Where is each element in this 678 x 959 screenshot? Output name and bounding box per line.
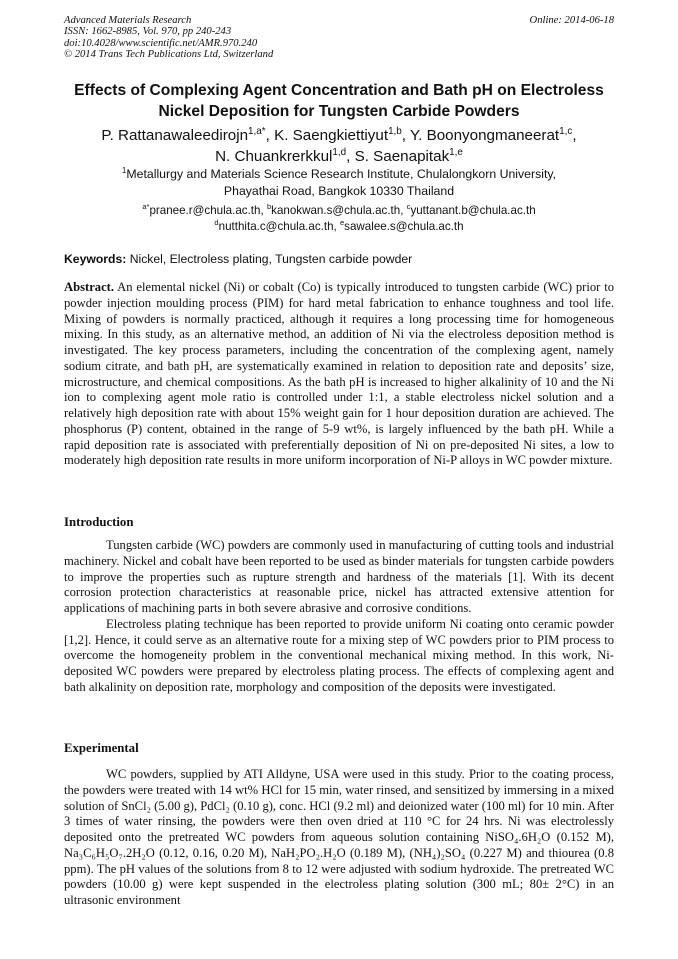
paragraph: Electroless plating technique has been reported to provide uniform Ni coating onto ceramic powder [1,2]. Hence, it could serve as an alternative route for a mixing step of WC powders prior to PIM process to overcome the homogeneity problem in the conventional mechanical mixing method. In this work, Ni-deposited WC powders were prepared by electroless plating process. The effects of complexing agent and bath alkalinity on deposition rate, morphology and composition of the deposits were investigated. [64,616,614,694]
journal-header [64,15,614,60]
paper-title [40,80,638,122]
author-sup: 1,e [449,146,463,158]
sep: , [346,148,355,165]
keywords-label: Keywords: [64,252,127,266]
section-heading-experimental: Experimental [64,741,139,755]
introduction-body [64,538,614,696]
keywords-text: Nickel, Electroless plating, Tungsten carbide powder [126,252,413,266]
email-link[interactable]: pranee.r@chula.ac.th [149,204,261,217]
title-line: Nickel Deposition for Tungsten Carbide Powders [158,103,520,120]
email-link[interactable]: yuttanant.b@chula.ac.th [410,204,536,217]
affil-line: Metallurgy and Materials Science Research Institute, Chulalongkorn University, [126,167,557,181]
issn: ISSN: 1662-8985, Vol. 970, pp 240-243 [64,26,232,38]
email-link[interactable]: kanokwan.s@chula.ac.th [271,204,401,217]
paragraph: WC powders, supplied by ATI Alldyne, USA were used in this study. Prior to the coating process, the powders were treated with 14 wt% HCl for 15 min, water rinsed, and sensitized by immersing in a mixed solution of SnCl₂ (5.00 g), PdCl₂ (0.10 g), conc. HCl (9.2 ml) and deionized water (100 ml) for 10 min. After 3 times of water rinsing, the powders were then oven dried at 110 °C for 24 hrs. Ni was electrolessly deposited onto the pretreated WC powders from aqueous solution containing NiSO₄.6H₂O (0.152 M), Na₃C₆H₅O₇.2H₂O (0.12, 0.16, 0.20 M), NaH₂PO₂.H₂O (0.189 M), (NH₄)₂SO₄ (0.227 M) and thiourea (0.8 ppm). The pH values of the solutions from 8 to 12 were adjusted with sodium hydroxide. The pretreated WC powders (10.00 g) were kept suspended in the electroless plating solution (300 mL; 80± 2°C) in an ultrasonic environment [64,767,614,907]
author-line [40,125,638,146]
experimental-body [64,767,614,909]
email-list [40,203,638,235]
paragraph: Tungsten carbide (WC) powders are commonly used in manufacturing of cutting tools and industrial machinery. Nickel and cobalt have been reported to be used as binder materials for tungsten carbide powders to improve the properties such as rupture strength and hardness of the materials [1]. With its decent corrosion protection characteristics at reasonable price, nickel has attracted extensive attention for applications of machining parts in both severe abrasive and corrosive conditions. [64,538,614,615]
author: K. Saengkiettiyut [274,127,389,144]
author-sup: 1,d [332,146,347,158]
online-date: Online: 2014-06-18 [529,15,614,26]
author: N. Chuankrerkkul [215,148,333,165]
journal-name: Advanced Materials Research [64,15,192,26]
title-line: Effects of Complexing Agent Concentration and Bath pH on Electroless [74,82,604,99]
sep: , [572,127,577,144]
sep: , [401,127,410,144]
doi: doi:10.4028/www.scientific.net/AMR.970.240 [64,37,258,49]
email-sup: e [339,218,345,228]
keywords [64,252,614,266]
abstract-label: Abstract. [64,280,115,294]
author: S. Saenapitak [354,148,450,165]
abstract-text: An elemental nickel (Ni) or cobalt (Co) is typically introduced to tungsten carbide (WC) prior to powder injection moulding process (PIM) for hard metal fabrication to enhance toughness and tool life. Mixing of powders is normally practiced, although it requires a long processing time for homogeneous mixing. In this study, as an alternative method, an addition of Ni via the electroless deposition method is investigated. The key process parameters, including the concentration of the complexing agent, namely sodium citrate, and bath pH, are systematically examined in relation to deposition rate and deposits’ size, microstructure, and chemical compositions. As the bath pH is increased to higher alkalinity of 10 and the Ni ion to complexing agent mole ratio is controlled under 1:1, a stable electroless nickel solution and a relatively high deposition rate with about 15% weight gain for 1 hour deposition duration are achieved. The phosphorus (P) content, obtained in the range of 5-9 wt%, is largely influenced by the bath pH. While a rapid deposition rate is associated with preferentially deposition of Ni on pre-deposited Ni sites, a low to moderately high deposition rate results in more uniform incorporation of Ni-P alloys in WC powder mixture. [64,280,614,468]
author-sup: 1,c [559,125,573,137]
abstract [64,280,614,469]
sep: , [260,204,267,217]
email-sup: c [406,202,411,212]
author: P. Rattanawaleedirojn [101,127,249,144]
author-line [40,146,638,167]
email-link[interactable]: sawalee.s@chula.ac.th [344,220,464,233]
email-sup: a* [142,202,150,212]
copyright: © 2014 Trans Tech Publications Ltd, Switzerland [64,48,274,60]
email-sup: b [266,202,272,212]
sep: , [333,220,340,233]
affil-line: Phayathai Road, Bangkok 10330 Thailand [223,184,455,198]
author: Y. Boonyongmaneerat [409,127,560,144]
author-sup: 1,a* [248,125,266,137]
email-sup: d [214,218,219,228]
email-link[interactable]: nutthita.c@chula.ac.th [218,220,334,233]
author-sup: 1,b [388,125,402,137]
affil-sup: 1 [121,165,127,175]
sep: , [400,204,407,217]
sep: , [265,127,275,144]
author-list [40,125,638,167]
affiliation [40,166,638,200]
section-heading-introduction: Introduction [64,515,134,529]
